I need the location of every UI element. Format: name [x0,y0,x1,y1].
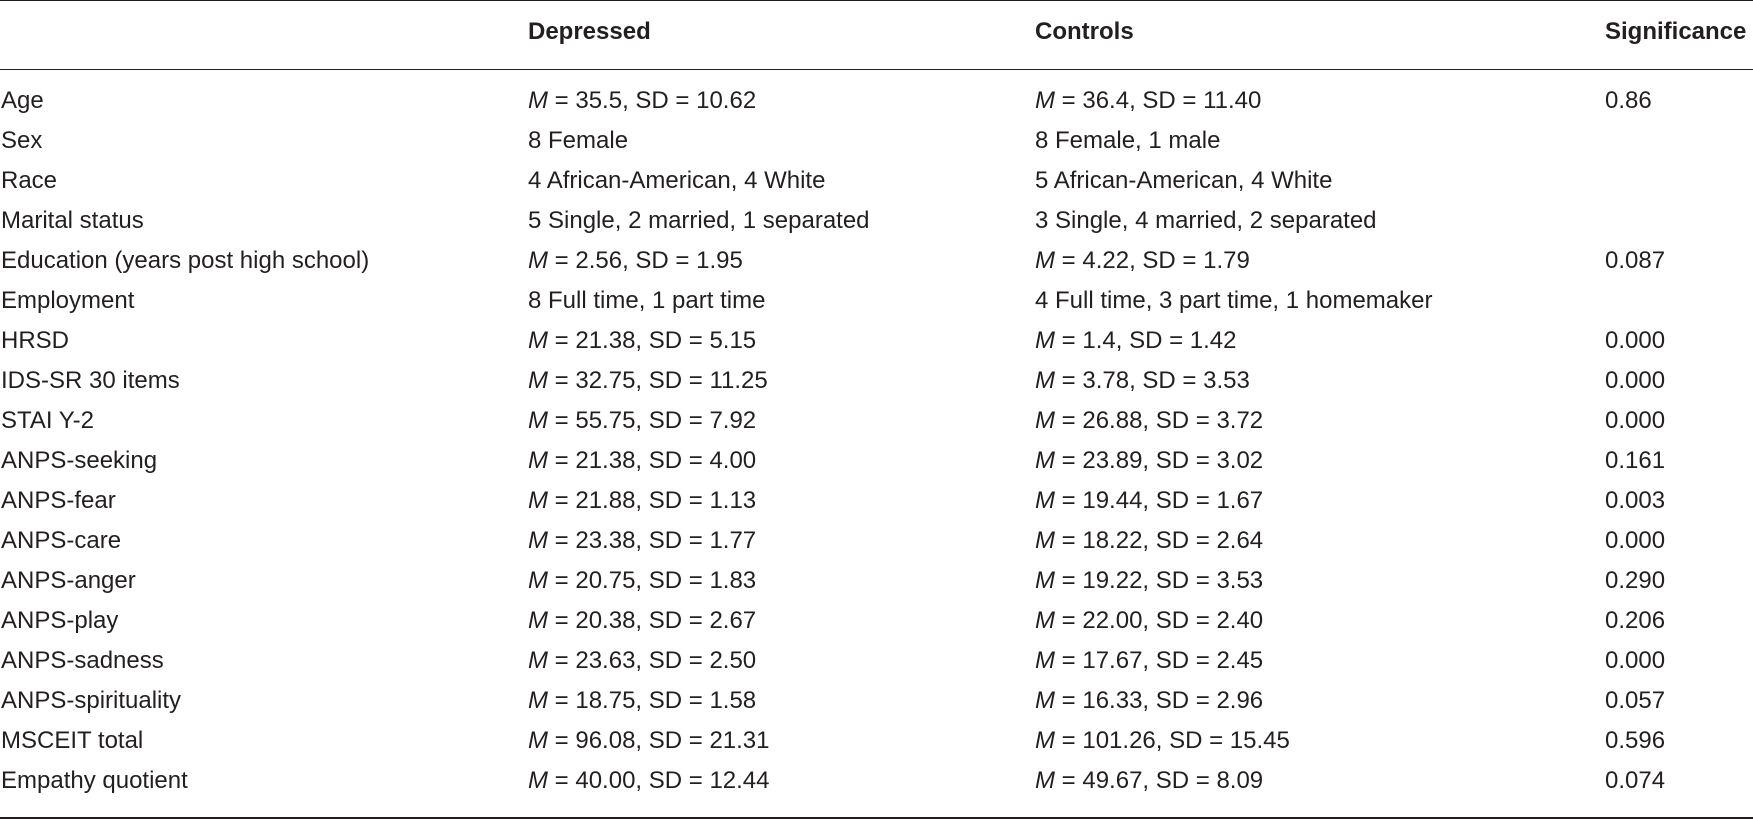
controls-sd-symbol: SD [1155,447,1190,474]
depressed-cell [528,641,756,681]
significance-cell: 0.86 [1605,87,1652,114]
controls-m-symbol: M [1035,687,1055,714]
depressed-sd-value: = 21.31 [682,727,770,754]
row-label: IDS-SR 30 items [1,367,180,394]
row-label: Marital status [1,207,144,234]
controls-cell [1035,321,1236,361]
depressed-cell [528,761,770,801]
significance-cell: 0.206 [1605,607,1666,634]
controls-m-value: = 18.22, [1055,527,1156,554]
controls-text: 3 Single, 4 married, 2 separated [1035,207,1377,234]
controls-m-symbol: M [1035,487,1055,514]
table-row [0,81,1753,121]
controls-sd-symbol: SD [1142,87,1176,114]
controls-sd-value: = 2.64 [1189,527,1264,554]
header-depressed: Depressed [528,18,651,45]
depressed-cell [528,361,768,401]
depressed-cell [528,681,756,721]
controls-text: 8 Female, 1 male [1035,127,1221,154]
depressed-cell [528,241,743,281]
depressed-cell [528,721,770,761]
header-controls: Controls [1035,18,1134,45]
significance-cell: 0.000 [1605,327,1666,354]
significance-cell: 0.087 [1605,247,1666,274]
controls-m-symbol: M [1035,607,1055,634]
significance-cell: 0.000 [1605,407,1666,434]
controls-m-symbol: M [1035,767,1055,794]
depressed-cell [528,121,628,161]
depressed-sd-value: = 2.50 [682,647,757,674]
table-body [0,81,1753,801]
table-row [0,441,1753,481]
controls-m-value: = 49.67, [1055,767,1156,794]
controls-cell [1035,201,1377,241]
significance-cell: 0.290 [1605,567,1666,594]
depressed-cell [528,81,756,121]
table-header-row [0,0,1753,69]
controls-sd-value: = 1.67 [1189,487,1264,514]
depressed-sd-symbol: SD [648,407,683,434]
depressed-sd-value: = 12.44 [682,767,770,794]
depressed-sd-symbol: SD [648,447,683,474]
row-label: ANPS-fear [1,487,116,514]
row-label: Sex [1,127,43,154]
row-label: ANPS-play [1,607,119,634]
table-row [0,121,1753,161]
depressed-cell [528,601,756,641]
significance-cell: 0.000 [1605,367,1666,394]
significance-cell: 0.003 [1605,487,1666,514]
controls-m-value: = 19.22, [1055,567,1156,594]
controls-sd-value: = 1.79 [1175,247,1250,274]
controls-sd-symbol: SD [1155,407,1190,434]
depressed-cell [528,321,756,361]
depressed-m-value: = 21.38, [548,327,649,354]
depressed-m-symbol: M [528,527,548,554]
table-row [0,481,1753,521]
controls-m-symbol: M [1035,447,1055,474]
depressed-m-value: = 2.56, [548,247,636,274]
depressed-m-value: = 21.38, [548,447,649,474]
depressed-sd-value: = 1.58 [682,687,757,714]
controls-cell [1035,161,1332,201]
depressed-sd-symbol: SD [648,647,683,674]
controls-sd-value: = 1.42 [1162,327,1237,354]
row-label: Age [1,87,44,114]
significance-cell: 0.596 [1605,727,1666,754]
depressed-m-symbol: M [528,647,548,674]
depressed-m-symbol: M [528,767,548,794]
controls-sd-value: = 3.72 [1189,407,1264,434]
depressed-sd-value: = 4.00 [682,447,757,474]
table-row [0,161,1753,201]
row-label: Employment [1,287,135,314]
depressed-m-symbol: M [528,687,548,714]
depressed-sd-value: = 1.13 [682,487,757,514]
controls-m-value: = 22.00, [1055,607,1156,634]
controls-cell [1035,241,1250,281]
row-label: HRSD [1,327,70,354]
table-row [0,681,1753,721]
significance-cell: 0.161 [1605,447,1666,474]
controls-sd-value: = 2.45 [1189,647,1264,674]
depressed-m-symbol: M [528,447,548,474]
controls-m-symbol: M [1035,367,1055,394]
controls-cell [1035,281,1432,321]
depressed-sd-value: = 1.95 [668,247,743,274]
controls-m-value: = 3.78, [1055,367,1143,394]
depressed-sd-symbol: SD [648,767,683,794]
row-label: ANPS-sadness [1,647,164,674]
depressed-cell [528,441,756,481]
depressed-sd-symbol: SD [648,527,683,554]
controls-sd-value: = 3.02 [1189,447,1264,474]
controls-cell [1035,561,1263,601]
depressed-m-value: = 21.88, [548,487,649,514]
depressed-m-value: = 20.38, [548,607,649,634]
controls-sd-value: = 8.09 [1189,767,1264,794]
controls-sd-symbol: SD [1169,727,1203,754]
controls-cell [1035,761,1263,801]
depressed-m-value: = 35.5, [548,87,636,114]
depressed-sd-symbol: SD [635,87,669,114]
depressed-m-symbol: M [528,87,548,114]
controls-cell [1035,401,1263,441]
controls-m-value: = 4.22, [1055,247,1143,274]
row-label: Empathy quotient [1,767,188,794]
depressed-text: 8 Full time, 1 part time [528,287,766,314]
depressed-text: 8 Female [528,127,629,154]
controls-cell [1035,361,1250,401]
depressed-m-value: = 40.00, [548,767,649,794]
depressed-text: 4 African-American, 4 White [528,167,826,194]
depressed-m-value: = 20.75, [548,567,649,594]
header-significance: Significance [1605,18,1747,45]
table-row [0,521,1753,561]
depressed-sd-value: = 1.77 [682,527,757,554]
table-header-rule [0,69,1753,70]
depressed-m-symbol: M [528,407,548,434]
controls-m-value: = 26.88, [1055,407,1156,434]
depressed-m-symbol: M [528,727,548,754]
controls-cell [1035,481,1263,521]
controls-cell [1035,721,1290,761]
depressed-m-value: = 96.08, [548,727,649,754]
controls-text: 5 African-American, 4 White [1035,167,1333,194]
table-row [0,641,1753,681]
significance-cell: 0.074 [1605,767,1666,794]
controls-m-symbol: M [1035,407,1055,434]
table-row [0,721,1753,761]
depressed-sd-symbol: SD [648,687,683,714]
table-row [0,761,1753,801]
depressed-cell [528,521,756,561]
row-label: ANPS-care [1,527,122,554]
controls-m-value: = 16.33, [1055,687,1156,714]
controls-sd-value: = 2.40 [1189,607,1264,634]
controls-m-symbol: M [1035,87,1055,114]
controls-sd-value: = 15.45 [1202,727,1290,754]
depressed-sd-value: = 11.25 [682,367,768,394]
controls-m-symbol: M [1035,327,1055,354]
significance-cell: 0.000 [1605,527,1666,554]
depressed-cell [528,161,825,201]
depressed-m-value: = 23.63, [548,647,649,674]
row-label: Education (years post high school) [1,247,370,274]
table-row [0,561,1753,601]
controls-sd-symbol: SD [1155,487,1190,514]
row-label: ANPS-spirituality [1,687,182,714]
controls-cell [1035,681,1263,721]
table-row [0,601,1753,641]
depressed-sd-value: = 7.92 [682,407,757,434]
controls-m-value: = 23.89, [1055,447,1156,474]
controls-sd-symbol: SD [1155,647,1190,674]
controls-m-symbol: M [1035,527,1055,554]
controls-sd-symbol: SD [1155,687,1190,714]
table-row [0,401,1753,441]
depressed-cell [528,561,756,601]
controls-cell [1035,81,1261,121]
controls-m-symbol: M [1035,247,1055,274]
row-label: Race [1,167,58,194]
depressed-sd-symbol: SD [648,567,683,594]
depressed-cell [528,281,765,321]
controls-cell [1035,441,1263,481]
depressed-m-symbol: M [528,247,548,274]
depressed-m-symbol: M [528,487,548,514]
controls-text: 4 Full time, 3 part time, 1 homemaker [1035,287,1433,314]
controls-m-symbol: M [1035,647,1055,674]
row-label: ANPS-anger [1,567,136,594]
depressed-m-value: = 18.75, [548,687,649,714]
controls-sd-symbol: SD [1155,567,1190,594]
depressed-cell [528,401,756,441]
row-label: ANPS-seeking [1,447,158,474]
controls-sd-symbol: SD [1155,527,1190,554]
depressed-m-value: = 23.38, [548,527,649,554]
depressed-sd-symbol: SD [635,247,669,274]
significance-cell: 0.057 [1605,687,1666,714]
controls-sd-symbol: SD [1155,607,1190,634]
controls-m-value: = 101.26, [1055,727,1170,754]
depressed-sd-symbol: SD [648,607,683,634]
controls-m-value: = 19.44, [1055,487,1156,514]
table-row [0,321,1753,361]
significance-cell: 0.000 [1605,647,1666,674]
depressed-cell [528,201,870,241]
controls-m-symbol: M [1035,727,1055,754]
depressed-sd-symbol: SD [648,487,683,514]
depressed-m-symbol: M [528,367,548,394]
controls-sd-symbol: SD [1142,367,1176,394]
depressed-sd-value: = 5.15 [682,327,757,354]
table-row [0,281,1753,321]
controls-m-value: = 17.67, [1055,647,1156,674]
depressed-m-value: = 55.75, [548,407,649,434]
table-row [0,201,1753,241]
controls-sd-value: = 11.40 [1175,87,1262,114]
depressed-m-symbol: M [528,607,548,634]
depressed-sd-symbol: SD [648,367,683,394]
row-label: MSCEIT total [1,727,144,754]
controls-cell [1035,601,1263,641]
controls-sd-value: = 3.53 [1189,567,1264,594]
depressed-text: 5 Single, 2 married, 1 separated [528,207,870,234]
depressed-sd-value: = 1.83 [682,567,757,594]
depressed-sd-symbol: SD [648,327,683,354]
depressed-m-value: = 32.75, [548,367,649,394]
row-label: STAI Y-2 [1,407,94,434]
controls-cell [1035,521,1263,561]
depressed-sd-value: = 2.67 [682,607,757,634]
controls-m-value: = 36.4, [1055,87,1143,114]
depressed-m-symbol: M [528,567,548,594]
controls-sd-value: = 3.53 [1175,367,1250,394]
table-row [0,361,1753,401]
controls-sd-symbol: SD [1142,247,1176,274]
controls-sd-value: = 2.96 [1189,687,1264,714]
table-row [0,241,1753,281]
controls-cell [1035,121,1220,161]
controls-cell [1035,641,1263,681]
depressed-sd-value: = 10.62 [668,87,757,114]
controls-sd-symbol: SD [1155,767,1190,794]
controls-m-symbol: M [1035,567,1055,594]
controls-m-value: = 1.4, [1055,327,1130,354]
controls-sd-symbol: SD [1129,327,1163,354]
depressed-m-symbol: M [528,327,548,354]
depressed-sd-symbol: SD [648,727,683,754]
depressed-cell [528,481,756,521]
